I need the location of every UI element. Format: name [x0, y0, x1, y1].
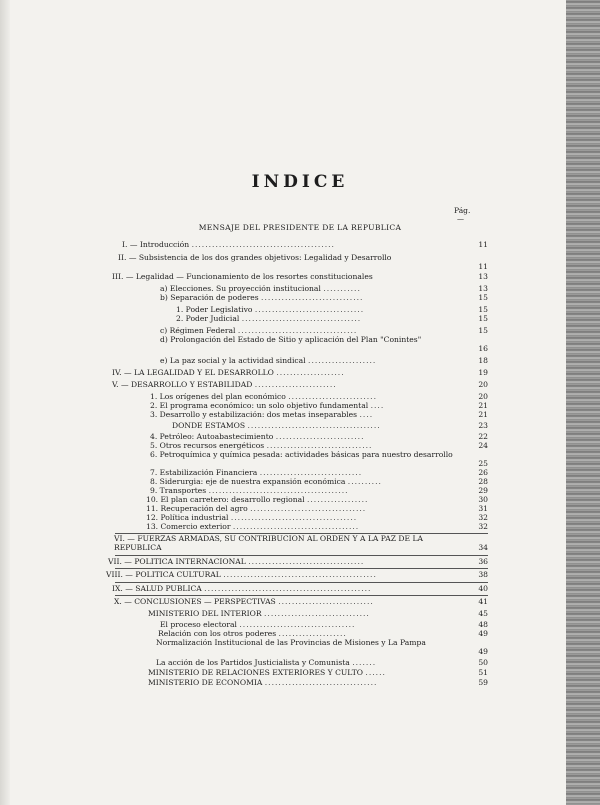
divider: [115, 568, 488, 569]
toc-entry: II. — Subsistencia de los dos grandes objetivos: Legalidad y Desarrollo: [118, 253, 392, 262]
toc-entry: IX. — SALUD PUBLICA .................................................: [112, 584, 372, 593]
toc-entry: DONDE ESTAMOS .......................................: [172, 421, 381, 430]
toc-page: 23: [478, 421, 488, 430]
toc-page: 16: [478, 344, 488, 353]
toc-entry: 11. Recuperación del agro ..................................: [146, 504, 367, 513]
scan-border: [566, 0, 600, 805]
toc-page: 40: [478, 584, 488, 593]
toc-entry: e) La paz social y la actividad sindical ....................: [160, 356, 377, 365]
toc-page: 22: [478, 432, 488, 441]
toc-page: 18: [478, 356, 488, 365]
toc-entry: 6. Petroquímica y química pesada: actividades básicas para nuestro desarrollo: [150, 450, 453, 459]
toc-entry: 5. Otros recursos energéticos ...............................: [150, 441, 373, 450]
toc-page: 49: [478, 647, 488, 656]
toc-page: 41: [478, 597, 488, 606]
toc-page: 34: [478, 543, 488, 552]
toc-page: 20: [478, 392, 488, 401]
toc-entry: I. — Introducción ..........................................: [122, 240, 335, 249]
toc-entry: 9. Transportes .........................................: [150, 486, 349, 495]
toc-page: 25: [478, 459, 488, 468]
toc-page: 36: [478, 557, 488, 566]
toc-entry: VIII. — POLITICA CULTURAL .............................................: [106, 570, 377, 579]
toc-page: 24: [478, 441, 488, 450]
toc-entry: Normalización Institucional de las Provincias de Misiones y La Pampa: [156, 638, 426, 647]
toc-page: 30: [478, 495, 488, 504]
toc-entry: VI. — FUERZAS ARMADAS, SU CONTRIBUCION AL ORDEN Y A LA PAZ DE LA REPUBLICA: [114, 534, 423, 552]
toc-entry: V. — DESARROLLO Y ESTABILIDAD ........................: [112, 380, 337, 389]
toc-page: 49: [478, 629, 488, 638]
toc-page: 48: [478, 620, 488, 629]
toc-entry: La acción de los Partidos Justicialista y Comunista .......: [156, 658, 377, 667]
toc-entry: III. — Legalidad — Funcionamiento de los resortes constitucionales: [112, 272, 373, 281]
toc-entry: 4. Petróleo: Autoabastecimiento ..........................: [150, 432, 365, 441]
toc-entry: 8. Siderurgia: eje de nuestra expansión económica ..........: [150, 477, 382, 486]
toc-entry: IV. — LA LEGALIDAD Y EL DESARROLLO ....................: [112, 368, 345, 377]
toc-entry: a) Elecciones. Su proyección institucional ...........: [160, 284, 361, 293]
toc-page: 59: [478, 678, 488, 687]
toc-page: 28: [478, 477, 488, 486]
toc-page: 51: [478, 668, 488, 677]
toc-page: 15: [478, 293, 488, 302]
toc-page: 32: [478, 522, 488, 531]
toc-entry: 10. El plan carretero: desarrollo regional ..................: [146, 495, 369, 504]
toc-entry: 13. Comercio exterior .....................................: [146, 522, 360, 531]
toc-entry: X. — CONCLUSIONES — PERSPECTIVAS ............................: [114, 597, 374, 606]
section-header: MENSAJE DEL PRESIDENTE DE LA REPUBLICA: [198, 223, 402, 232]
toc-entry: VII. — POLITICA INTERNACIONAL ..................................: [108, 557, 365, 566]
toc-page: 15: [478, 305, 488, 314]
toc-entry: 1. Poder Legislativo ................................: [176, 305, 365, 314]
divider: [115, 555, 488, 556]
divider: [115, 582, 488, 583]
toc-entry: MINISTERIO DEL INTERIOR ...............................: [148, 609, 370, 618]
toc-page: 13: [478, 284, 488, 293]
toc-entry: El proceso electoral ..................................: [160, 620, 356, 629]
toc-page: 19: [478, 368, 488, 377]
toc-entry: 2. El programa económico: un solo objetivo fundamental ....: [150, 401, 385, 410]
toc-entry: MINISTERIO DE RELACIONES EXTERIORES Y CULTO ......: [148, 668, 386, 677]
toc-entry: 7. Estabilización Financiera ..............................: [150, 468, 363, 477]
toc-page: 32: [478, 513, 488, 522]
toc-page: 31: [478, 504, 488, 513]
divider: [115, 595, 488, 596]
toc-entry: MINISTERIO DE ECONOMIA .................................: [148, 678, 378, 687]
page-column-dash: —: [457, 215, 464, 223]
toc-page: 13: [478, 272, 488, 281]
toc-page: 11: [478, 240, 488, 249]
page-column-label: Pág.: [454, 206, 471, 215]
toc-entry: d) Prolongación del Estado de Sitio y aplicación del Plan "Conintes": [160, 335, 422, 344]
toc-entry: b) Separación de poderes ..............................: [160, 293, 364, 302]
toc-entry: 1. Los orígenes del plan económico ..........................: [150, 392, 378, 401]
page-left-edge: [0, 0, 10, 805]
toc-page: 15: [478, 326, 488, 335]
toc-page: 11: [478, 262, 488, 271]
toc-page: 20: [478, 380, 488, 389]
toc-page: 29: [478, 486, 488, 495]
toc-page: 21: [478, 401, 488, 410]
toc-entry: c) Régimen Federal ...................................: [160, 326, 358, 335]
toc-page: 26: [478, 468, 488, 477]
toc-entry: Relación con los otros poderes ....................: [158, 629, 347, 638]
toc-page: 45: [478, 609, 488, 618]
toc-page: 21: [478, 410, 488, 419]
toc-entry: 2. Poder Judicial ...................................: [176, 314, 362, 323]
toc-entry: 3. Desarrollo y estabilización: dos metas inseparables ....: [150, 410, 374, 419]
toc-page: 15: [478, 314, 488, 323]
toc-entry: 12. Política industrial .....................................: [146, 513, 358, 522]
page-title: INDICE: [251, 172, 349, 192]
toc-page: 38: [478, 570, 488, 579]
toc-page: 50: [478, 658, 488, 667]
